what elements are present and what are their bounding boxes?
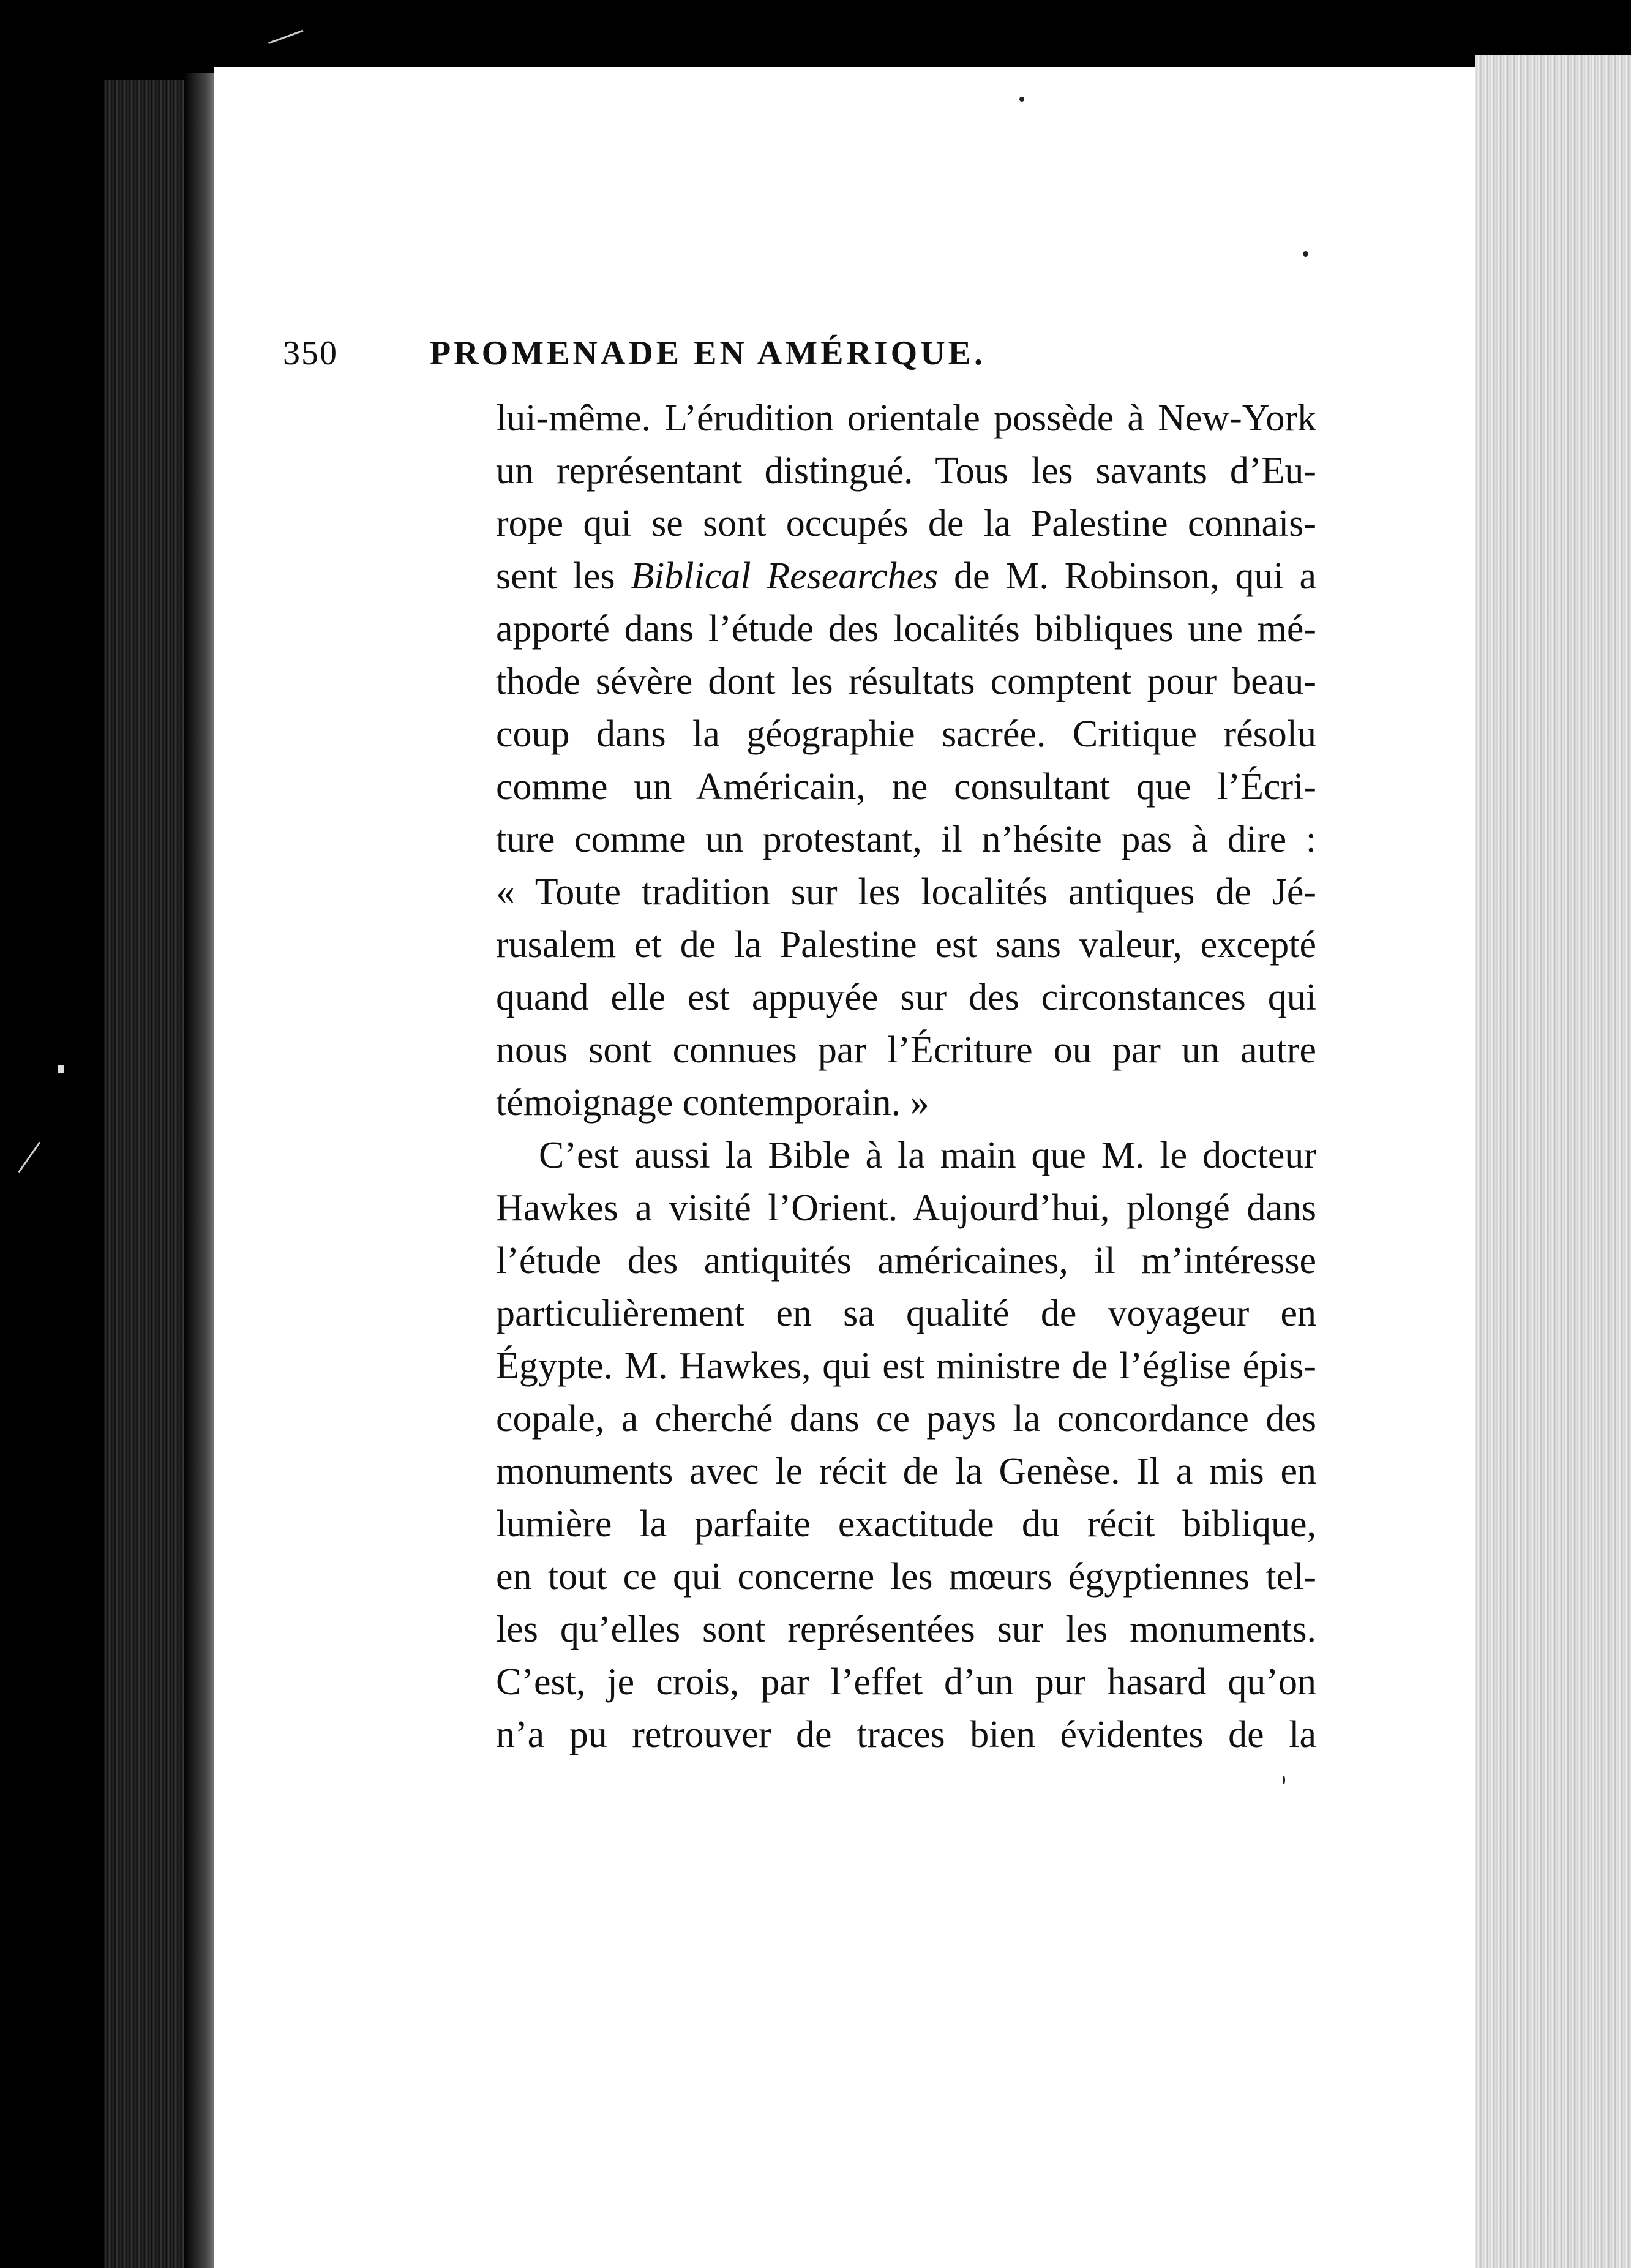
text-line: C’est aussi la Bible à la main que M. le docteur [539,1135,1316,1176]
scan-mark [18,1141,75,1197]
text-line: rope qui se sont occupés de la Palestine connais- [496,503,1316,544]
scan-speck [1019,97,1024,102]
text-line: rusalem et de la Palestine est sans valeur, excepté [496,924,1316,966]
scan-speck [1303,251,1308,257]
text-line: « Toute tradition sur les localités antiques de Jé- [496,871,1316,913]
text-line: C’est, je crois, par l’effet d’un pur hasard qu’on [496,1661,1316,1703]
text-line: les qu’elles sont représentées sur les monuments. [496,1609,1316,1650]
text-line: témoignage contemporain. » [496,1082,929,1124]
text-line: nous sont connues par l’Écriture ou par un autre [496,1029,1316,1071]
right-page-edge [1475,55,1631,2268]
text-line: comme un Américain, ne consultant que l’Écri- [496,766,1316,808]
text-line: ture comme un protestant, il n’hésite pas à dire : [496,819,1316,860]
text-line: monuments avec le récit de la Genèse. Il a mis en [496,1451,1316,1492]
text-line: n’a pu retrouver de traces bien évidentes de la [496,1714,1316,1755]
page-number: 350 [283,334,338,372]
text-line: un représentant distingué. Tous les savants d’Eu- [496,450,1316,492]
text-line: Égypte. M. Hawkes, qui est ministre de l’église épis- [496,1345,1316,1387]
text-line: en tout ce qui concerne les mœurs égyptiennes tel- [496,1556,1316,1598]
page-header [283,334,1128,383]
text-line [496,550,1316,603]
scan-speck [1283,1776,1285,1784]
text-line: quand elle est appuyée sur des circonstances qui [496,977,1316,1018]
text-segment: sent les [496,555,631,597]
text-line: coup dans la géographie sacrée. Critique résolu [496,713,1316,755]
running-title: PROMENADE EN AMÉRIQUE. [430,334,986,372]
text-line: thode sévère dont les résultats comptent pour beau- [496,661,1316,702]
text-line: lui-même. L’érudition orientale possède à New-York [496,397,1316,439]
scan-mark [260,7,303,44]
text-line: Hawkes a visité l’Orient. Aujourd’hui, plongé dans [496,1187,1316,1229]
text-line: l’étude des antiquités américaines, il m’intéresse [496,1240,1316,1282]
body-text [496,392,1316,1761]
text-line: particulièrement en sa qualité de voyageur en [496,1293,1316,1334]
text-line: lumière la parfaite exactitude du récit biblique, [496,1503,1316,1545]
text-line: apporté dans l’étude des localités bibliques une mé- [496,608,1316,650]
scan-speck [58,1065,64,1073]
book-title-italic: Biblical Researches [631,555,939,597]
text-segment: de M. Robinson, qui a [938,555,1316,597]
text-line: copale, a cherché dans ce pays la concordance des [496,1398,1316,1440]
